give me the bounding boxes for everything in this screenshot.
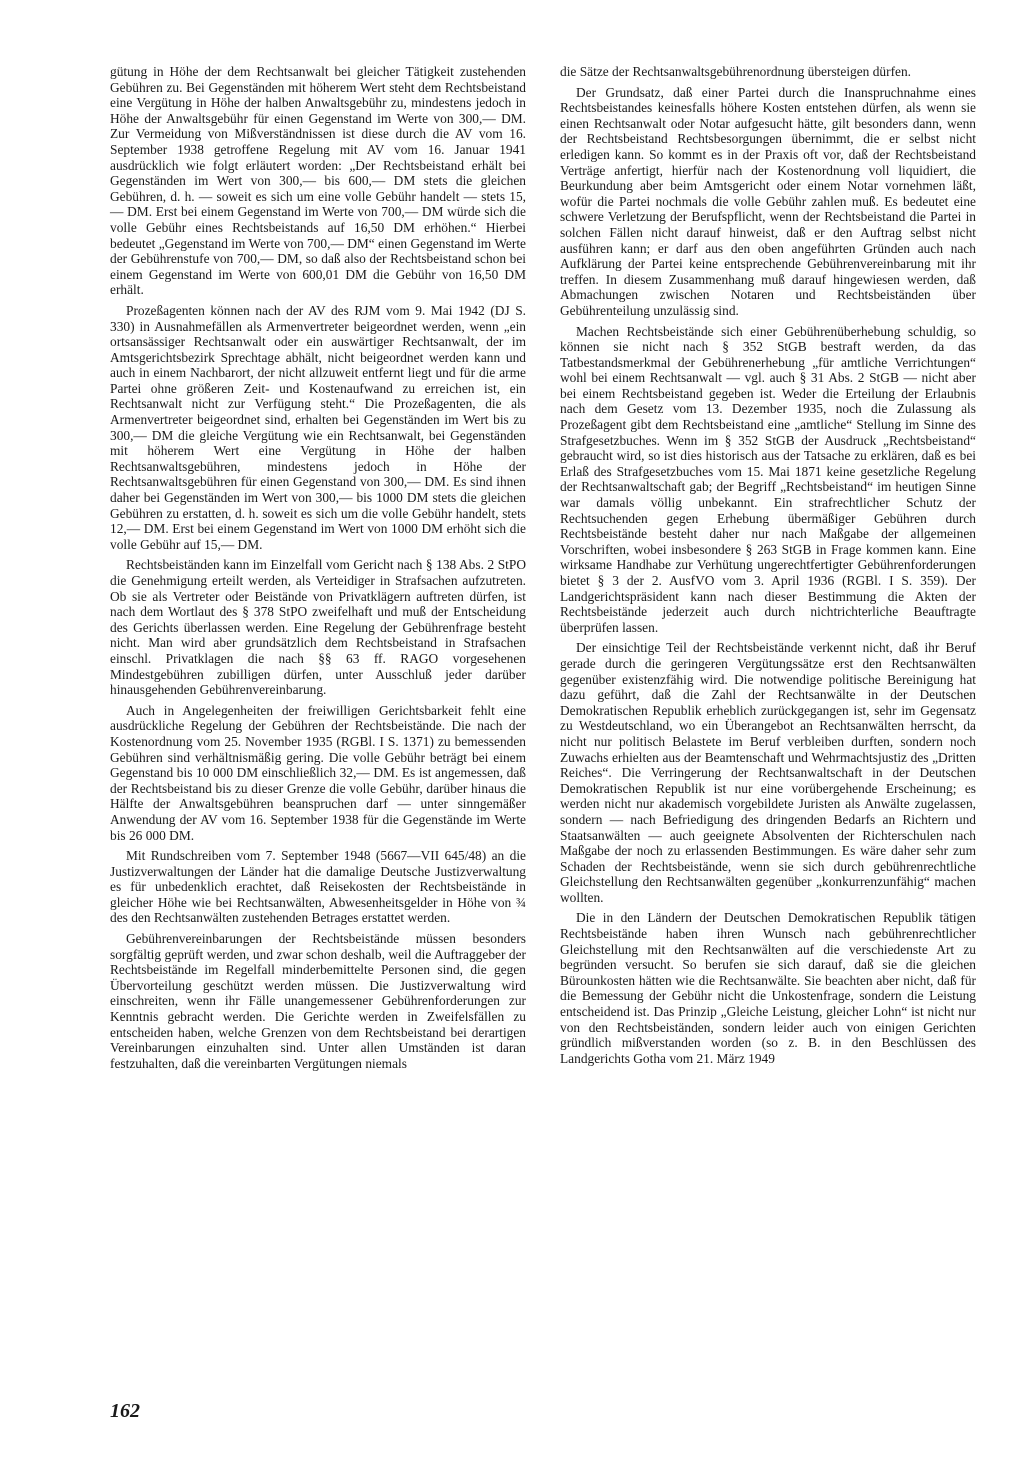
- paragraph: Der Grundsatz, daß einer Partei durch die Inanspruchnahme eines Rechtsbeistandes keinesfalls höhere Kosten entstehen dürfen, als wenn sie einen Rechtsanwalt oder Notar aufgesucht hätte, gilt besonders dann, wenn der Rechtsbeistand Rechtsbesorgungen übernimmt, die er selbst nicht erledigen kann. So kommt es in der Praxis oft vor, daß der Rechtsbeistand Verträge anfertigt, hierfür nach der Kostenordnung voll liquidiert, die Beurkundung aber beim Amtsgericht oder einem Notar vornehmen läßt, wofür die Partei nochmals die volle Gebühr zahlen muß. Es bedeutet eine schwere Verletzung der Berufspflicht, wenn der Rechtsbeistand die Partei in solchen Fällen nicht darauf hinweist, daß er den Auftrag selbst nicht ausführen kann; er darf aus den oben angeführten Gründen auch nach Aufklärung der Partei keine entsprechende Gebührenvereinbarung mit ihr treffen. In diesem Zusammenhang muß darauf hingewiesen werden, daß Abmachungen zwischen Notaren und Rechtsbeiständen über Gebührenteilung unzulässig sind.: [560, 84, 976, 318]
- paragraph: Prozeßagenten können nach der AV des RJM vom 9. Mai 1942 (DJ S. 330) in Ausnahmefällen als Armenvertreter beigeordnet werden, wenn „ein ortsansässiger Rechtsanwalt oder ein auswärtiger Rechtsanwalt, der im Amtsgerichtsbezirk Sprechtage abhält, nicht beigeordnet werden kann und auch in einem Nachbarort, der nicht allzuweit entfernt liegt und für die arme Partei ohne größeren Zeit- und Kostenaufwand zu erreichen ist, ein Rechtsanwalt nicht zur Verfügung steht.“ Die Prozeßagenten, die als Armenvertreter beigeordnet sind, erhalten bei Gegenständen im Wert bis zu 300,— DM die gleiche Vergütung wie ein Rechtsanwalt, bei Gegenständen mit höherem Wert eine Vergütung in Höhe der halben Rechtsanwaltsgebühren, mindestens jedoch in Höhe der Rechtsanwaltsgebühren für einen Gegenstand von 300,— DM. Es sind ihnen daher bei Gegenständen im Wert von 300,— bis 1000 DM stets die gleichen Gebühren zu erstatten, d. h. soweit es sich um die volle Gebühr handelt, stets 12,— DM. Erst bei einem Gegenstand im Wert von 1000 DM erhöht sich die volle Gebühr auf 15,— DM.: [110, 302, 526, 552]
- paragraph: Gebührenvereinbarungen der Rechtsbeistände müssen besonders sorgfältig geprüft werden, und zwar schon deshalb, weil die Auftraggeber der Rechtsbeistände im Regelfall minderbemittelte Personen sind, die gegen Übervorteilung geschützt werden müssen. Die Justizverwaltung wird einschreiten, wenn ihr Fälle unangemessener Gebührenforderungen zur Kenntnis gebracht werden. Die Gerichte werden in Zweifelsfällen zu entscheiden haben, welche Grenzen von dem Rechtsbeistand bei derartigen Vereinbarungen einzuhalten sind. Unter allen Umständen ist daran festzuhalten, daß die vereinbarten Vergütungen niemals: [110, 931, 526, 1071]
- left-column: [110, 64, 526, 1076]
- paragraph: Auch in Angelegenheiten der freiwilligen Gerichtsbarkeit fehlt eine ausdrückliche Regelung der Gebühren der Rechtsbeistände. Die nach der Kostenordnung vom 25. November 1935 (RGBl. I S. 1371) zu bemessenden Gebühren sind verhältnismäßig gering. Die volle Gebühr beträgt bei einem Gegenstand bis 10 000 DM einschließlich 32,— DM. Es ist angemessen, daß der Rechtsbeistand bis zu dieser Grenze die volle Gebühr, darüber hinaus die Hälfte der Anwaltsgebühren beanspruchen darf — unter sinngemäßer Anwendung der AV vom 16. September 1938 für die Gegenstände im Werte bis 26 000 DM.: [110, 702, 526, 843]
- paragraph: Mit Rundschreiben vom 7. September 1948 (5667—VII 645/48) an die Justizverwaltungen der Länder hat die damalige Deutsche Justizverwaltung es für unbedenklich erachtet, daß Reisekosten der Rechtsbeistände in gleicher Höhe wie bei Rechtsanwälten, Abwesenheitsgelder in Höhe von ¾ des den Rechtsanwälten zustehenden Betrages erstattet werden.: [110, 848, 526, 926]
- paragraph: Machen Rechtsbeistände sich einer Gebührenüberhebung schuldig, so können sie nicht nach § 352 StGB bestraft werden, da das Tatbestandsmerkmal der Gebührenerhebung „für amtliche Verrichtungen“ wohl bei einem Rechtsanwalt — vgl. auch § 31 Abs. 2 StGB — nicht aber bei einem Rechtsbeistand gegeben ist. Weder die Erteilung der Erlaubnis nach dem Gesetz vom 13. Dezember 1935, noch die Zulassung als Prozeßagent gibt dem Rechtsbeistand eine „amtliche“ Stellung im Sinne des Strafgesetzbuches. Wenn im § 352 StGB der Ausdruck „Rechtsbeistand“ gebraucht wird, so ist dies historisch aus der Tatsache zu erklären, daß es bei Erlaß des Strafgesetzbuches vom 15. Mai 1871 keine gesetzliche Regelung der Rechtsanwaltschaft gab; der Begriff „Rechtsbeistand“ im heutigen Sinne war damals völlig unbekannt. Ein strafrechtlicher Schutz der Rechtsuchenden gegen Erhebung übermäßiger Gebühren durch Rechtsbeistände besteht daher nur nach Maßgabe der allgemeinen Vorschriften, wobei insbesondere § 263 StGB in Frage kommen kann. Eine wirksame Handhabe zur Verhütung ungerechtfertigter Gebührenforderungen bietet § 3 der 2. AusfVO vom 3. April 1936 (RGBl. I S. 359). Der Landgerichtspräsident kann nach dieser Bestimmung die Akten der Rechtsbeistände jederzeit auch durch nichtrichterliche Beauftragte überprüfen lassen.: [560, 323, 976, 635]
- paragraph: Rechtsbeiständen kann im Einzelfall vom Gericht nach § 138 Abs. 2 StPO die Genehmigung erteilt werden, als Verteidiger in Strafsachen aufzutreten. Ob sie als Vertreter oder Beistände von Privatklägern auftreten dürfen, ist nach dem Wortlaut des § 378 StPO zweifelhaft und muß der Entscheidung des Gerichts überlassen werden. Eine Regelung der Gebührenfrage besteht nicht. Man wird aber grundsätzlich dem Rechtsbeistand in Strafsachen einschl. Privatklagen die nach §§ 63 ff. RAGO vorgesehenen Mindestgebühren zubilligen dürfen, unter Ausschluß jeder darüber hinausgehenden Gebührenvereinbarung.: [110, 557, 526, 698]
- paragraph: Die in den Ländern der Deutschen Demokratischen Republik tätigen Rechtsbeistände haben ihren Wunsch nach gebührenrechtlicher Gleichstellung mit den Rechtsanwälten auf die verschiedenste Art zu begründen versucht. So berufen sie sich darauf, daß sie die gleichen Bürounkosten hätten wie die Rechtsanwälte. Sie beachten aber nicht, daß für die Bemessung der Gebühr nicht die Unkostenfrage, sondern die Leistung entscheidend ist. Das Prinzip „Gleiche Leistung, gleicher Lohn“ ist nicht nur von den Rechtsbeiständen, sondern leider auch von einigen Gerichten gründlich mißverstanden worden (so z. B. in den Beschlüssen des Landgerichts Gotha vom 21. März 1949: [560, 910, 976, 1066]
- right-column: [560, 64, 976, 1071]
- paragraph: gütung in Höhe der dem Rechtsanwalt bei gleicher Tätigkeit zustehenden Gebühren zu. Bei Gegenständen mit höherem Wert steht dem Rechtsbeistand eine Vergütung in Höhe der halben Anwaltsgebühr zu, mindestens jedoch in Höhe der Anwaltsgebühr für einen Gegenstand im Werte von 300,— DM. Zur Vermeidung von Mißverständnissen ist diese durch die AV vom 16. September 1938 getroffene Regelung mit AV vom 16. Januar 1941 ausdrücklich wie folgt erläutert worden: „Der Rechtsbeistand erhält bei Gegenständen im Wert von 300,— bis 600,— DM stets die gleichen Gebühren, d. h. — soweit es sich um eine volle Gebühr handelt — stets 15,— DM. Erst bei einem Gegenstand im Werte von 700,— DM würde sich die volle Gebühr eines Rechtsbeistands auf 16,50 DM erhöhen.“ Hierbei bedeutet „Gegenstand im Werte von 700,— DM“ einen Gegenstand im Werte der Gebührenstufe von 700,— DM, so daß also der Rechtsbeistand schon bei einem Gegenstand im Werte von 600,01 DM die Gebühr von 16,50 DM erhält.: [110, 64, 526, 298]
- paragraph: Der einsichtige Teil der Rechtsbeistände verkennt nicht, daß ihr Beruf gerade durch die geringeren Vergütungssätze erst den Rechtsanwälten gegenüber existenzfähig wird. Die notwendige politische Bereinigung hat dazu geführt, daß die Zahl der Rechtsanwälte in der Deutschen Demokratischen Republik erheblich zurückgegangen ist, sehr im Gegensatz zu Westdeutschland, wo ein Überangebot an Rechtsanwälten herrscht, da nicht nur politisch Belastete im Beruf verbleiben durften, sondern noch Zuwachs erhielten aus der Beamtenschaft und Wehrmachtsjustiz des „Dritten Reiches“. Die Verringerung der Rechtsanwaltschaft in der Deutschen Demokratischen Republik ist nur eine vorübergehende Erscheinung; es werden nicht nur akademisch vorgebildete Juristen als Anwälte zugelassen, sondern — nach Befriedigung des dringenden Bedarfs an Richtern und Staatsanwälten — auch geeignete Absolventen der Richterschulen nach Maßgabe der noch zu erlassenden Bestimmungen. Es wäre daher sehr zum Schaden der Rechtsbeistände, wenn sie sich durch gebührenrechtliche Gleichstellung den Rechtsanwälten gegenüber „konkurrenzunfähig“ machen wollten.: [560, 640, 976, 905]
- page-number: 162: [110, 1400, 140, 1422]
- paragraph: die Sätze der Rechtsanwaltsgebührenordnung übersteigen dürfen.: [560, 64, 912, 79]
